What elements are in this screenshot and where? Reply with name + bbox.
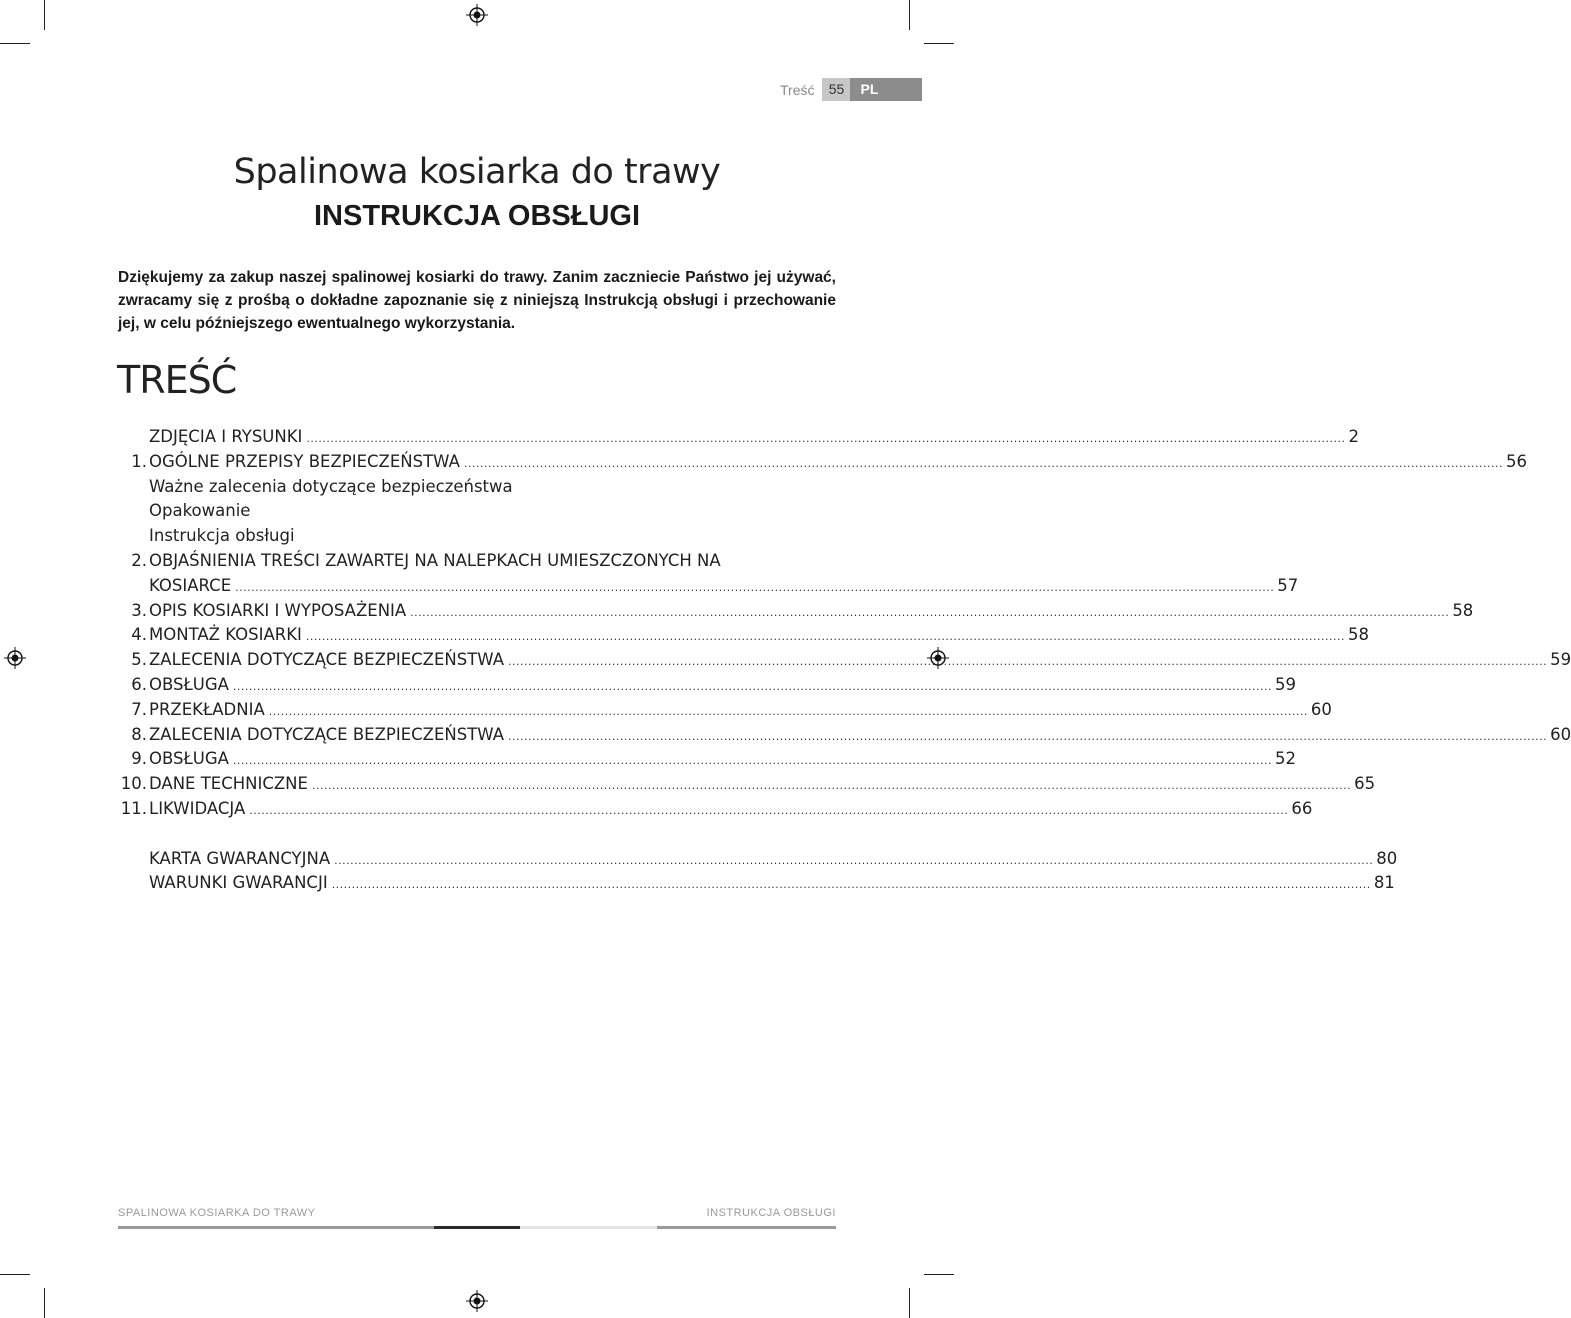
toc-entry-title: Ważne zalecenia dotyczące bezpieczeństwa — [149, 476, 513, 496]
toc-entry-title: OPIS KOSIARKI I WYPOSAŻENIA — [149, 600, 407, 620]
toc-leader-dots: .................................................................................................................................................................................................................................................................... — [232, 754, 1273, 768]
toc-entry-title: ZDJĘCIA I RYSUNKI — [149, 427, 303, 446]
toc-entry — [118, 723, 1571, 748]
toc-entry — [118, 524, 836, 549]
toc-entry-number: 5. — [131, 650, 147, 670]
toc-entry — [118, 847, 1398, 872]
toc-entry-title: LIKWIDACJA — [149, 798, 246, 818]
page-header-tab — [780, 78, 922, 101]
toc-entry — [118, 797, 1313, 822]
toc-entry-number: 1. — [131, 451, 147, 471]
toc-entry-page: 2 — [1348, 427, 1360, 446]
toc-entry-number: 7. — [131, 699, 147, 719]
toc-entry — [118, 574, 1299, 599]
toc-entry-page: 81 — [1373, 873, 1395, 893]
toc-leader-dots: .................................................................................................................................................................................................................................................................... — [305, 630, 1346, 644]
toc-entry — [118, 648, 1571, 673]
toc-entry — [118, 499, 836, 524]
toc-entry-page: 59 — [1275, 674, 1297, 694]
crop-mark — [44, 1288, 45, 1318]
toc-entry-title: OBSŁUGA — [149, 674, 229, 694]
toc-leader-dots: .................................................................................................................................................................................................................................................................... — [410, 605, 1450, 619]
toc-leader-dots: .................................................................................................................................................................................................................................................................... — [306, 432, 1346, 445]
toc-entry-page: 65 — [1354, 774, 1376, 794]
toc-entry-page: 60 — [1550, 724, 1571, 744]
toc-entry-page: 52 — [1275, 749, 1297, 769]
crop-mark — [924, 43, 954, 44]
toc-entry-number: 3. — [131, 600, 147, 620]
toc-entry-number: 6. — [131, 674, 147, 694]
toc-entry-title: OGÓLNE PRZEPISY BEZPIECZEŃSTWA — [149, 451, 460, 471]
toc-entry-page: 56 — [1505, 451, 1527, 471]
toc-entry-number: 9. — [131, 749, 147, 769]
toc-leader-dots: .................................................................................................................................................................................................................................................................... — [232, 679, 1273, 693]
toc-entry-title: DANE TECHNICZNE — [149, 774, 308, 794]
toc-entry-title: ZALECENIA DOTYCZĄCE BEZPIECZEŃSTWA — [149, 650, 504, 670]
registration-mark-icon — [466, 1290, 488, 1312]
toc-entry-page: 66 — [1291, 798, 1313, 818]
toc-entry-number: 11. — [120, 798, 147, 818]
toc-entry-title: Opakowanie — [149, 501, 251, 521]
toc-entry — [118, 599, 1474, 624]
toc-entry-page: 60 — [1310, 699, 1332, 719]
toc-entry-number: 10. — [120, 774, 147, 794]
toc-entry — [118, 772, 1376, 797]
toc-entry — [118, 425, 1360, 450]
crop-mark — [0, 1274, 30, 1275]
toc-entry-title: KARTA GWARANCYJNA — [149, 848, 331, 868]
toc-entry — [118, 871, 1395, 896]
toc-entry-number: 2. — [131, 550, 147, 570]
page-number: 55 — [822, 78, 850, 101]
toc-entry-page: 58 — [1348, 625, 1370, 645]
toc-leader-dots: .................................................................................................................................................................................................................................................................... — [249, 803, 1289, 817]
toc-entry — [118, 623, 1370, 648]
footer-left: SPALINOWA KOSIARKA DO TRAWY — [118, 1207, 316, 1219]
toc-leader-dots: .................................................................................................................................................................................................................................................................... — [235, 580, 1275, 594]
toc-entry-title: KOSIARCE — [149, 575, 232, 595]
toc-entry-title: Instrukcja obsługi — [149, 526, 295, 546]
toc-leader-dots: .................................................................................................................................................................................................................................................................... — [331, 878, 1371, 892]
toc-entry — [118, 698, 1332, 723]
toc-entry-page: 59 — [1550, 650, 1571, 670]
toc-entry-title: ZALECENIA DOTYCZĄCE BEZPIECZEŃSTWA — [149, 724, 504, 744]
toc-entry — [118, 747, 1297, 772]
toc-leader-dots: .................................................................................................................................................................................................................................................................... — [508, 729, 1548, 743]
document-subtitle: INSTRUKCJA OBSŁUGI — [314, 200, 640, 232]
toc-leader-dots: .................................................................................................................................................................................................................................................................... — [334, 853, 1374, 867]
toc-entry — [118, 475, 836, 500]
toc-spacer — [118, 822, 836, 847]
toc-leader-dots: .................................................................................................................................................................................................................................................................... — [463, 456, 1503, 470]
toc-entry-page: 80 — [1376, 848, 1398, 868]
toc-entry-page: 58 — [1452, 600, 1474, 620]
toc-entry-number: 8. — [131, 724, 147, 744]
footer-right: INSTRUKCJA OBSŁUGI — [706, 1207, 836, 1219]
language-badge: PL — [850, 78, 922, 101]
crop-mark — [44, 0, 45, 30]
toc-entry — [118, 549, 836, 574]
registration-mark-icon — [4, 647, 26, 669]
crop-mark — [909, 1288, 910, 1318]
toc-leader-dots: .................................................................................................................................................................................................................................................................... — [508, 655, 1548, 669]
document-title: Spalinowa kosiarka do trawy — [233, 152, 721, 192]
toc-entry-number: 4. — [131, 625, 147, 645]
crop-mark — [909, 0, 910, 30]
table-of-contents — [118, 425, 1571, 896]
toc-entry — [118, 450, 1527, 475]
intro-paragraph: Dziękujemy za zakup naszej spalinowej kosiarki do trawy. Zanim zaczniecie Państwo jej używać, zwracamy się z prośbą o dokładne zapoznanie się z niniejszą Instrukcją obsługi i przechowanie jej, w celu późniejszego ewentualnego wykorzystania. — [118, 269, 836, 332]
toc-entry — [118, 673, 1297, 698]
toc-entry-title: WARUNKI GWARANCJI — [149, 873, 328, 893]
toc-entry-title: OBJAŚNIENIA TREŚCI ZAWARTEJ NA NALEPKACH UMIESZCZONYCH NA — [149, 550, 721, 570]
registration-mark-icon — [466, 4, 488, 26]
section-label: Treść — [780, 81, 815, 98]
toc-leader-dots: .................................................................................................................................................................................................................................................................... — [311, 779, 1352, 793]
toc-entry-page: 57 — [1277, 575, 1299, 595]
toc-heading: TREŚĆ — [117, 358, 237, 402]
footer-rule — [118, 1226, 836, 1229]
crop-mark — [924, 1274, 954, 1275]
toc-entry-title: PRZEKŁADNIA — [149, 699, 265, 719]
toc-entry-title: MONTAŻ KOSIARKI — [149, 625, 302, 645]
crop-mark — [0, 43, 30, 44]
toc-entry-title: OBSŁUGA — [149, 749, 229, 769]
toc-leader-dots: .................................................................................................................................................................................................................................................................... — [268, 704, 1308, 718]
